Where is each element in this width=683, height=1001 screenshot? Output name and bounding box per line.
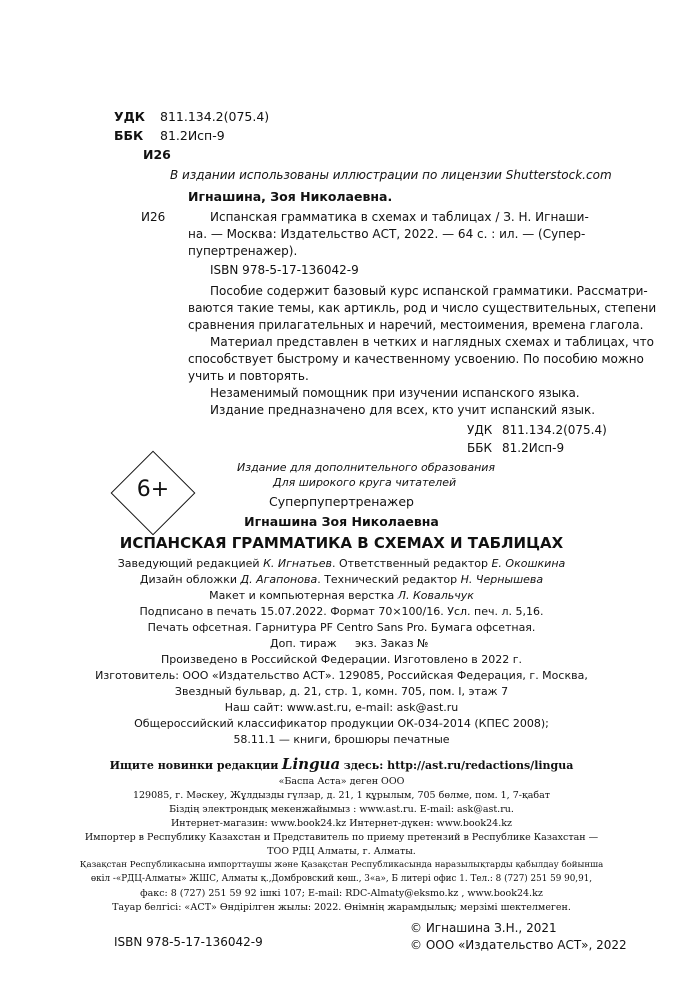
classifier-line-2: 58.11.1 — книги, брошюры печатные [233,733,450,746]
kz-line-6: ТОО РДЦ Алматы, г. Алматы. [267,846,416,857]
credits-line-3: Макет и компьютерная верстка Л. Ковальчук [209,589,474,602]
catalog-desc-line-2: на. — Москва: Издательство АСТ, 2022. — 64 с. : ил. — (Супер- [188,227,586,241]
right-udk-value: 811.134.2(075.4) [502,423,607,437]
kz-line-10: Тауар белгісі: «АСТ» Өндірілген жылы: 2022. Өнімнің жарамдылық; мерзімі шектелмеген. [112,902,571,913]
produced-in: Произведено в Российской Федерации. Изготовлено в 2022 г. [160,653,523,666]
right-bbk-label: ББК [467,441,492,455]
kz-line-1: «Баспа Аста» деген ООО [278,776,405,787]
age-rating: 6+ [136,477,170,502]
circulation-a: Доп. тираж [270,637,337,650]
kz-line-9: факс: 8 (727) 251 59 92 ішкі 107; E-mail: RDC-Almaty@eksmo.kz , www.book24.kz [140,888,543,899]
edition-note-2: Для широкого круга читателей [273,476,457,489]
udk-value: 811.134.2(075.4) [160,109,270,124]
classifier-line-1: Общероссийский классификатор продукции ОК-034-2014 (КПЕС 2008); [134,717,549,730]
author-mark: И26 [143,147,171,162]
footer-isbn: ISBN 978-5-17-136042-9 [114,935,263,949]
bbk-value: 81.2Исп-9 [160,128,225,143]
kz-line-8: өкіл -«РДЦ-Алматы» ЖШС, Алматы қ.,Домбровский көш., 3«а», Б литері офис 1. Тел.: 8 (727) 251 59 90,91, [90,874,593,884]
kz-line-7: Қазақстан Республикасына импорттаушы және Қазақстан Республикасында наразылықтарды қабылдау бойынша [79,860,604,870]
copyright-author: © Игнашина З.Н., 2021 [410,921,557,935]
catalog-desc-line-3: пупертренажер). [188,244,298,258]
kz-line-3: Біздің электрондық мекенжайымыз : www.ast.ru. E-mail: ask@ast.ru. [169,804,514,815]
abstract-p2-line-2: способствует быстрому и качественному усвоению. По пособию можно [188,352,644,366]
lingua-logo: Lingua [281,755,341,773]
kz-line-5: Импортер в Республику Казахстан и Представитель по приему претензий в Республике Казахстан — [84,832,599,843]
lingua-prefix: Ищите новинки редакции [109,759,279,772]
right-bbk-value: 81.2Исп-9 [502,441,565,455]
edition-note-1: Издание для дополнительного образования [237,461,496,474]
circulation-b: экз. Заказ № [355,637,429,650]
abstract-p1-line-2: ваются такие темы, как артикль, род и число существительных, степени [188,301,657,315]
copyright-publisher: © ООО «Издательство АСТ», 2022 [410,938,627,952]
right-udk-label: УДК [467,423,493,437]
abstract-p2-line-1: Материал представлен в четких и наглядных схемах и таблицах, что [210,335,654,349]
lingua-suffix: здесь: http://ast.ru/redactions/lingua [343,759,574,772]
lingua-line [0,755,683,773]
credits-line-2: Дизайн обложки Д. Агапонова. Технический редактор Н. Чернышева [139,573,544,586]
site-line: Наш сайт: www.ast.ru, e-mail: ask@ast.ru [224,701,459,714]
abstract-p3: Незаменимый помощник при изучении испанского языка. [210,386,580,400]
abstract-p2-line-3: учить и повторять. [188,369,309,383]
book-title: ИСПАНСКАЯ ГРАММАТИКА В СХЕМАХ И ТАБЛИЦАХ [119,534,564,552]
maker-line-2: Звездный бульвар, д. 21, стр. 1, комн. 705, пом. I, этаж 7 [174,685,509,698]
credits-line-1: Заведующий редакцией К. Игнатьев. Ответственный редактор Е. Окошкина [117,557,566,570]
author-full-name: Игнашина Зоя Николаевна [244,514,439,529]
print-signed: Подписано в печать 15.07.2022. Формат 70×100/16. Усл. печ. л. 5,16. [139,605,544,618]
bbk-label: ББК [114,128,144,143]
print-type: Печать офсетная. Гарнитура PF Centro Sans Pro. Бумага офсетная. [147,621,536,634]
abstract-p1-line-3: сравнения прилагательных и наречий, местоимения, времена глагола. [188,318,644,332]
series-name: Суперпупертренажер [269,494,414,509]
maker-line-1: Изготовитель: ООО «Издательство АСТ». 129085, Российская Федерация, г. Москва, [95,669,588,682]
catalog-author-heading: Игнашина, Зоя Николаевна. [188,189,393,204]
abstract-p4: Издание предназначено для всех, кто учит испанский язык. [210,403,596,417]
udk-label: УДК [114,109,145,124]
abstract-p1-line-1: Пособие содержит базовый курс испанской грамматики. Рассматри- [210,284,648,298]
catalog-desc-line-1: Испанская грамматика в схемах и таблицах / З. Н. Игнаши- [210,210,589,224]
kz-line-4: Интернет-магазин: www.book24.kz Интернет-дүкен: www.book24.kz [171,818,512,829]
catalog-mark: И26 [141,210,166,224]
catalog-isbn: ISBN 978-5-17-136042-9 [210,263,359,277]
kz-line-2: 129085, г. Мәскеу, Жұлдызды гүлзар, д. 21, 1 құрылым, 705 бөлме, пом. 1, 7-қабат [132,790,551,801]
license-note: В издании использованы иллюстрации по лицензии Shutterstock.com [170,168,612,182]
